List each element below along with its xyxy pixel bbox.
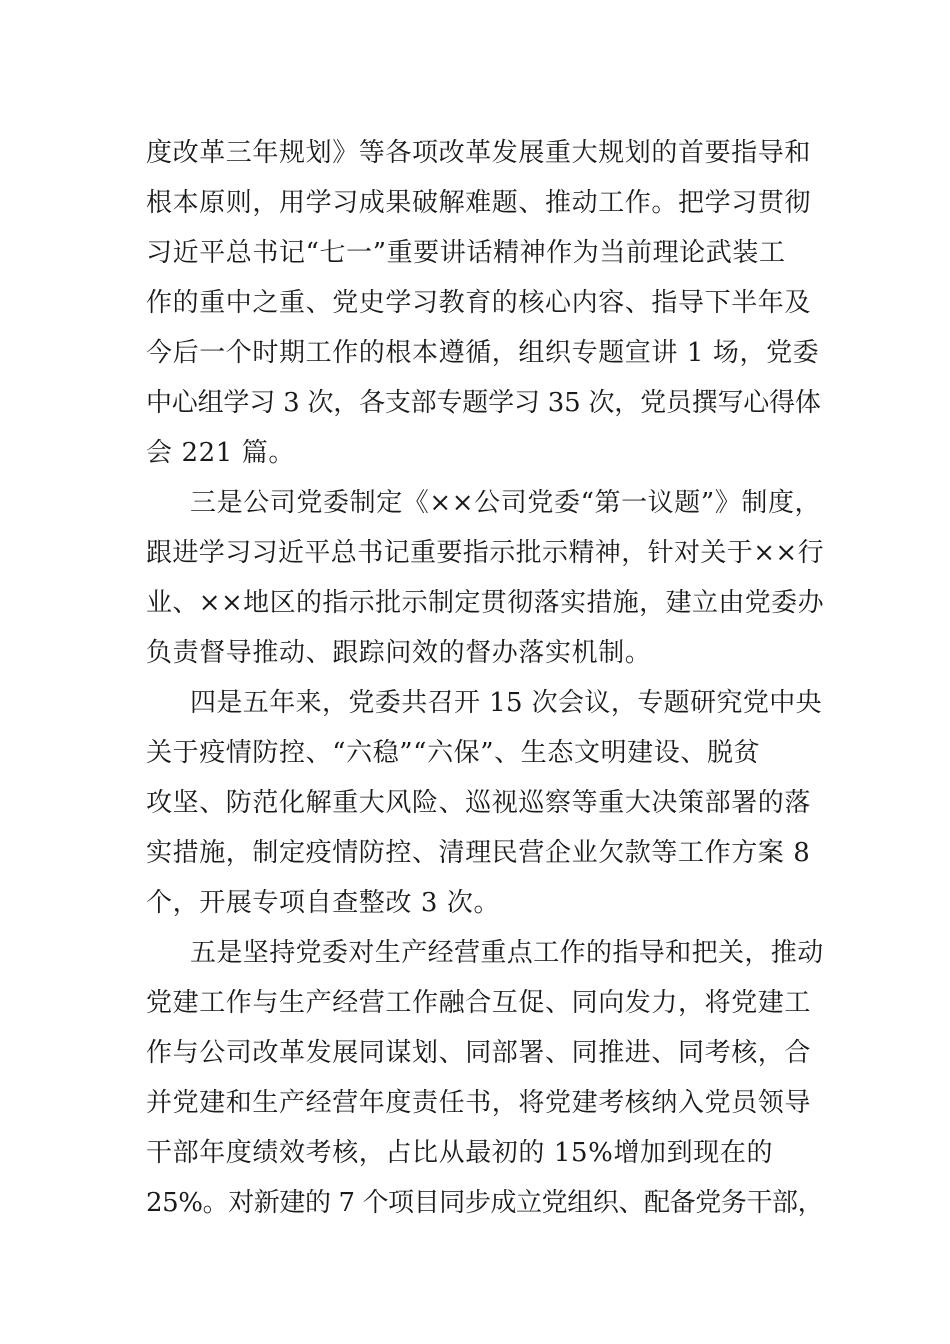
- text-line: 五是坚持党委对生产经营重点工作的指导和把关，推动: [190, 938, 824, 968]
- text-line: 度改革三年规划》等各项改革发展重大规划的首要指导和: [146, 138, 812, 168]
- text-line: 今后一个时期工作的根本遵循，组织专题宣讲 1 场，党委: [146, 338, 820, 368]
- text-line: 作与公司改革发展同谋划、同部署、同推进、同考核，合: [146, 1038, 812, 1068]
- text-line: 关于疫情防控、“六稳”“六保”、生态文明建设、脱贫: [146, 738, 761, 768]
- text-line: 25%。对新建的 7 个项目同步成立党组织、配备党务干部，: [146, 1188, 824, 1218]
- text-line: 三是公司党委制定《××公司党委“第一议题”》制度，: [190, 488, 822, 518]
- text-line: 根本原则，用学习成果破解难题、推动工作。把学习贯彻: [146, 188, 812, 218]
- text-line: 习近平总书记“七一”重要讲话精神作为当前理论武装工: [146, 238, 786, 268]
- text-line: 会 221 篇。: [146, 438, 295, 468]
- text-line: 作的重中之重、党史学习教育的核心内容、指导下半年及: [146, 288, 812, 318]
- text-line: 实措施，制定疫情防控、清理民营企业欠款等工作方案 8: [146, 838, 811, 868]
- text-line: 并党建和生产经营年度责任书，将党建考核纳入党员领导: [146, 1088, 812, 1118]
- text-line: 四是五年来，党委共召开 15 次会议，专题研究党中央: [190, 688, 823, 718]
- text-line: 攻坚、防范化解重大风险、巡视巡察等重大决策部署的落: [146, 788, 812, 818]
- text-line: 跟进学习习近平总书记重要指示批示精神，针对关于××行: [146, 538, 824, 568]
- text-line: 干部年度绩效考核，占比从最初的 15%增加到现在的: [146, 1138, 774, 1168]
- text-line: 党建工作与生产经营工作融合互促、同向发力，将党建工: [146, 988, 812, 1018]
- text-line: 中心组学习 3 次，各支部专题学习 35 次，党员撰写心得体: [146, 388, 821, 418]
- text-line: 个，开展专项自查整改 3 次。: [146, 888, 501, 918]
- text-line: 负责督导推动、跟踪问效的督办落实机制。: [146, 638, 652, 668]
- text-line: 业、××地区的指示批示制定贯彻落实措施，建立由党委办: [146, 588, 824, 618]
